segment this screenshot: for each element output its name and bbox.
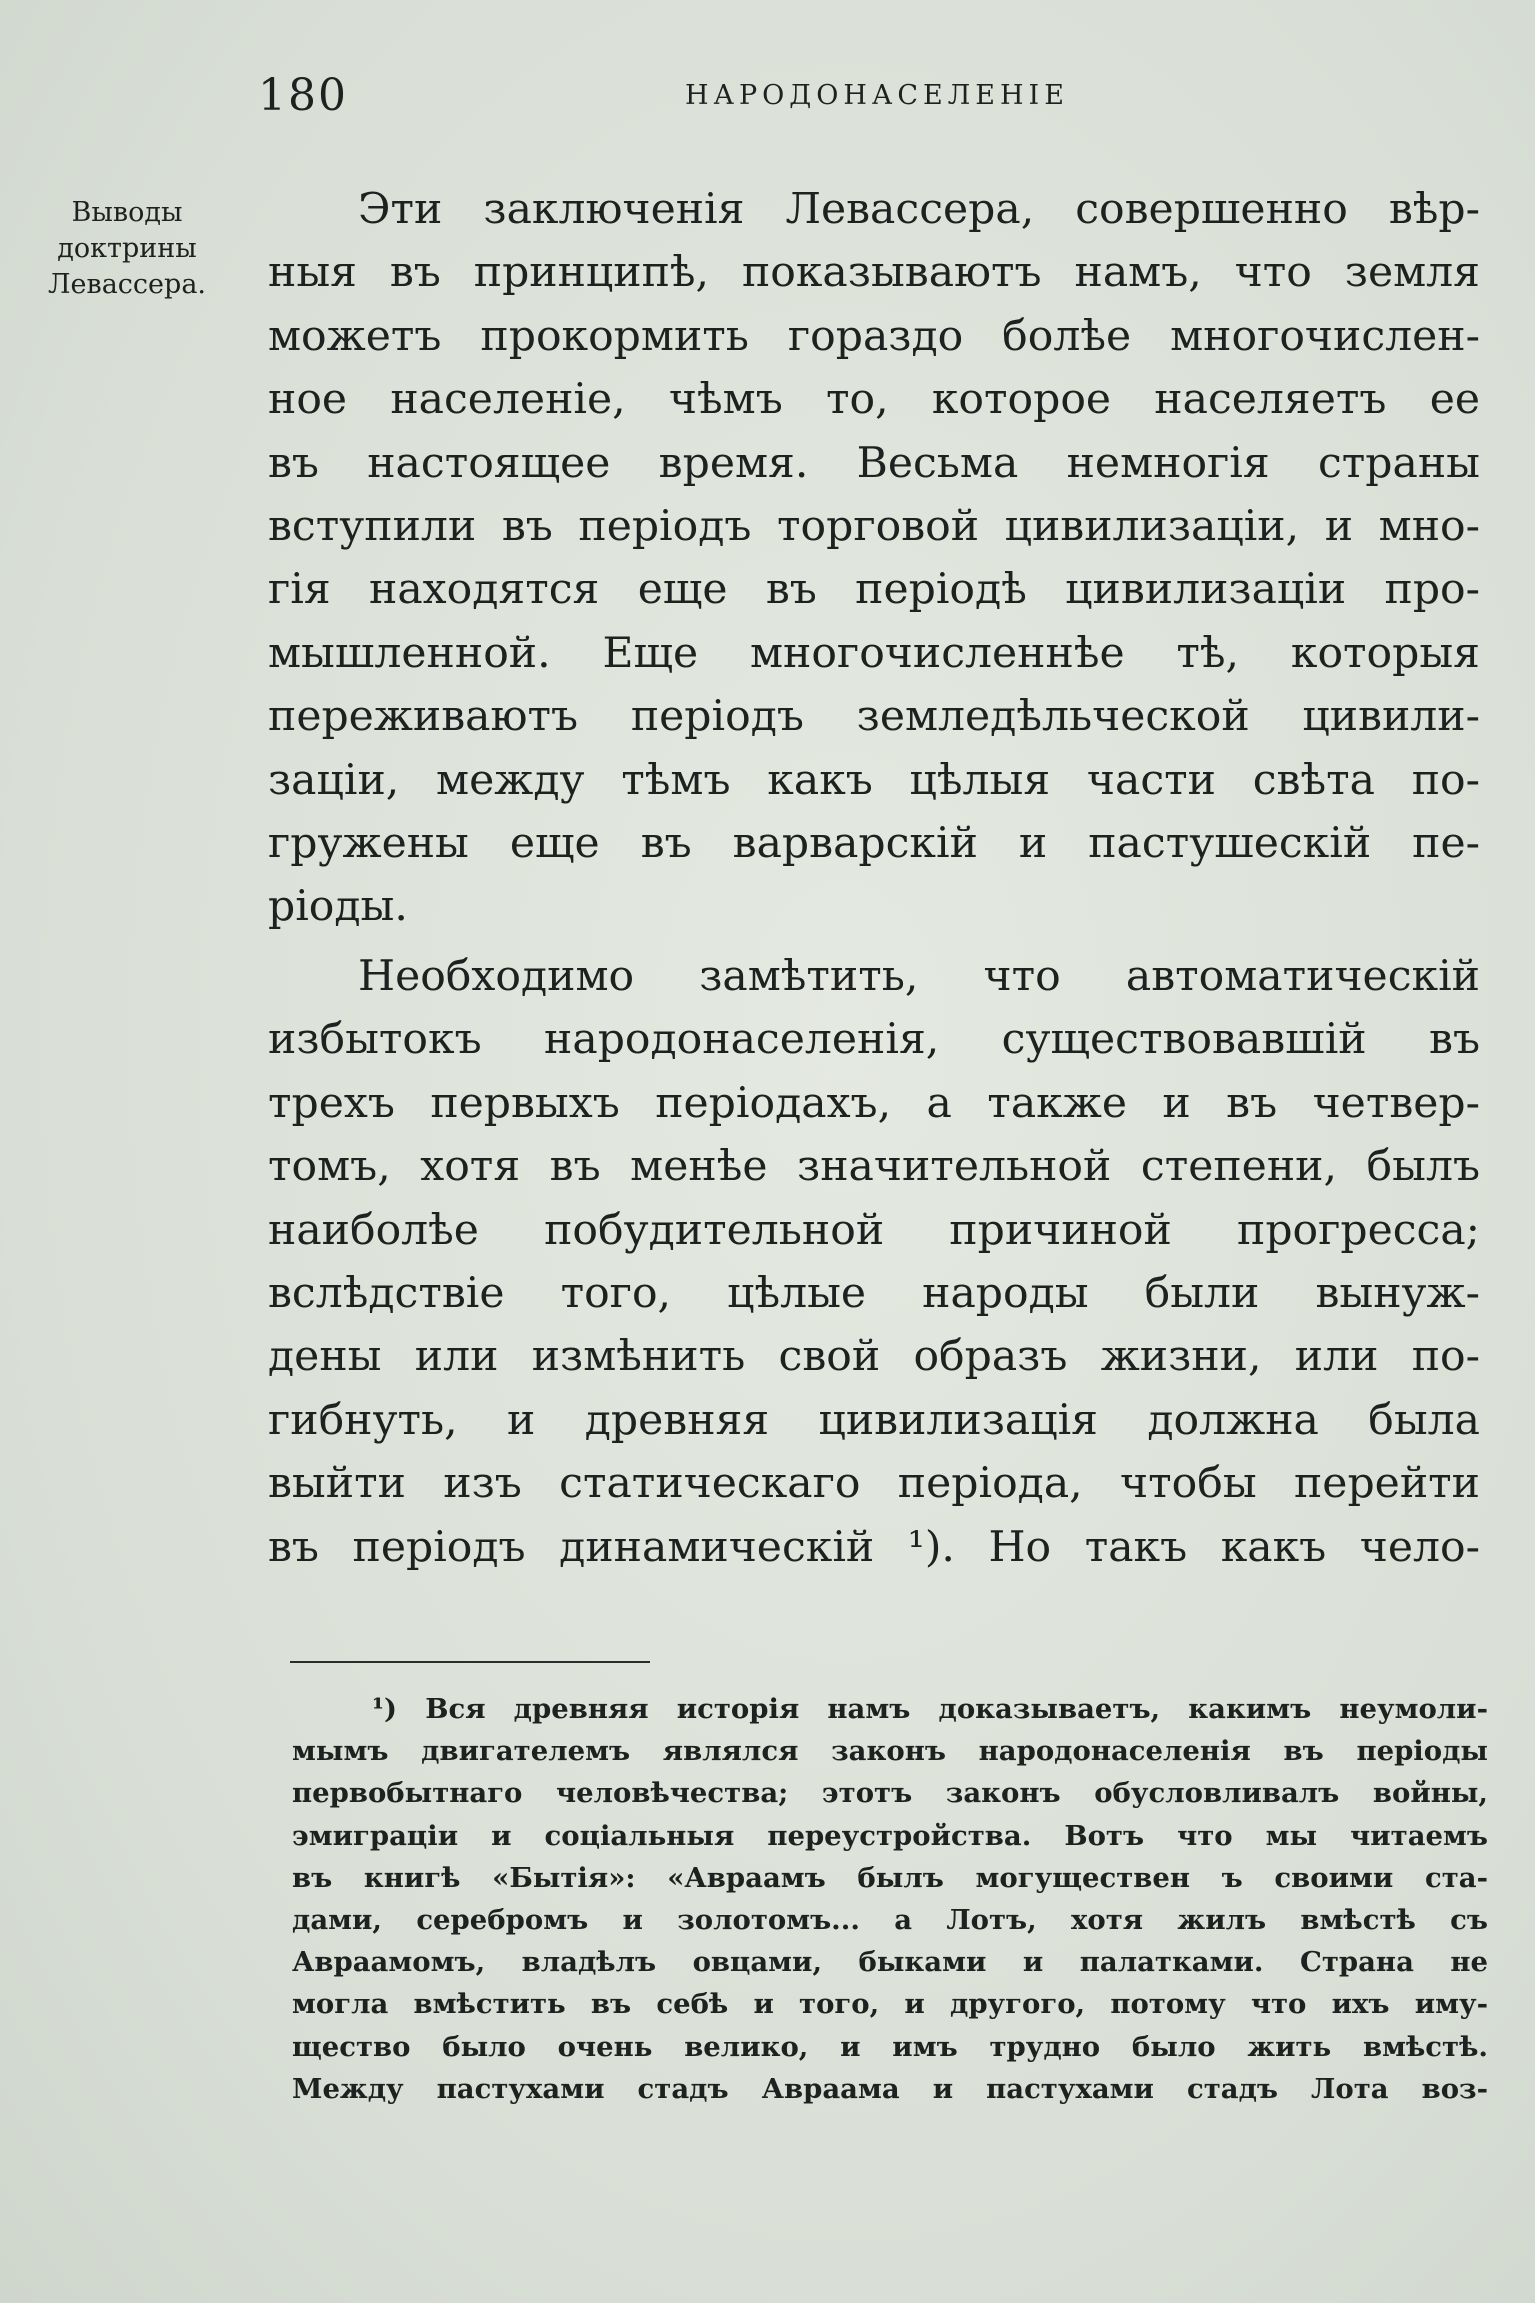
margin-note-line: Выводы [71, 197, 183, 228]
page-number: 180 [258, 70, 348, 121]
text-line: можетъ прокормить гораздо болѣе многочислен- [268, 311, 1480, 361]
footnote-line: Между пастухами стадъ Авраама и пастухами стадъ Лота воз- [292, 2072, 1488, 2105]
paragraph-1 [268, 178, 1480, 939]
footnote-line: могла вмѣстить въ себѣ и того, и другого, потому что ихъ иму- [292, 1988, 1488, 2021]
margin-note [22, 195, 232, 303]
text-line: заціи, между тѣмъ какъ цѣлыя части свѣта по- [268, 755, 1480, 805]
text-line: наиболѣе побудительной причиной прогресса; [268, 1205, 1480, 1255]
text-line: ное населеніе, чѣмъ то, которое населяетъ ее [268, 375, 1480, 425]
footnote-line: щество было очень велико, и имъ трудно было жить вмѣстѣ. [292, 2030, 1488, 2063]
footnote-line: первобытнаго человѣчества; этотъ законъ обусловливалъ войны, [292, 1777, 1488, 1810]
text-line: въ настоящее время. Весьма немногія страны [268, 438, 1480, 488]
paragraph-2 [268, 945, 1480, 1579]
running-title: НАРОДОНАСЕЛЕНІЕ [685, 80, 1069, 111]
footnote-line: эмиграціи и соціальныя переустройства. Вотъ что мы читаемъ [292, 1819, 1488, 1852]
text-line: трехъ первыхъ періодахъ, а также и въ четвер- [268, 1078, 1480, 1128]
text-line: ріоды. [268, 882, 408, 932]
margin-note-line: Левассера. [48, 269, 206, 300]
text-line: гія находятся еще въ періодѣ цивилизаціи про- [268, 565, 1480, 615]
text-line: гружены еще въ варварскій и пастушескій пе- [268, 819, 1480, 869]
text-line: вслѣдствіе того, цѣлые народы были вынуж- [268, 1268, 1480, 1318]
text-line: въ періодъ динамическій ¹). Но такъ какъ чело- [268, 1522, 1480, 1572]
text-line: переживаютъ періодъ земледѣльческой цивили- [268, 692, 1480, 742]
text-line: гибнуть, и древняя цивилизація должна была [268, 1395, 1480, 1445]
text-line: Эти заключенія Левассера, совершенно вѣр- [358, 185, 1480, 234]
text-line: ныя въ принципѣ, показываютъ намъ, что земля [268, 248, 1480, 298]
footnote-divider [290, 1661, 650, 1663]
text-line: избытокъ народонаселенія, существовавшій въ [268, 1015, 1480, 1065]
text-line: выйти изъ статическаго періода, чтобы перейти [268, 1459, 1480, 1509]
footnote-line: дами, серебромъ и золотомъ... а Лотъ, хотя жилъ вмѣстѣ съ [292, 1904, 1488, 1937]
footnote-line: въ книгѣ «Бытія»: «Авраамъ былъ могуществен ъ своими ста- [292, 1861, 1488, 1894]
margin-note-line: доктрины [57, 233, 197, 264]
footnote [292, 1688, 1488, 2110]
footnote-line: мымъ двигателемъ являлся законъ народонаселенія въ періоды [292, 1735, 1488, 1768]
footnote-line: Авраамомъ, владѣлъ овцами, быками и палатками. Страна не [292, 1946, 1488, 1979]
text-line: мышленной. Еще многочисленнѣе тѣ, которыя [268, 628, 1480, 678]
text-line: томъ, хотя въ менѣе значительной степени, былъ [268, 1142, 1480, 1192]
text-line: дены или измѣнить свой образъ жизни, или по- [268, 1332, 1480, 1382]
body-text [268, 178, 1480, 1579]
text-line: вступили въ періодъ торговой цивилизаціи, и мно- [268, 502, 1480, 552]
footnote-line: ¹) Вся древняя исторія намъ доказываетъ, какимъ неумоли- [372, 1693, 1488, 1725]
text-line: Необходимо замѣтить, что автоматическій [358, 951, 1480, 1001]
